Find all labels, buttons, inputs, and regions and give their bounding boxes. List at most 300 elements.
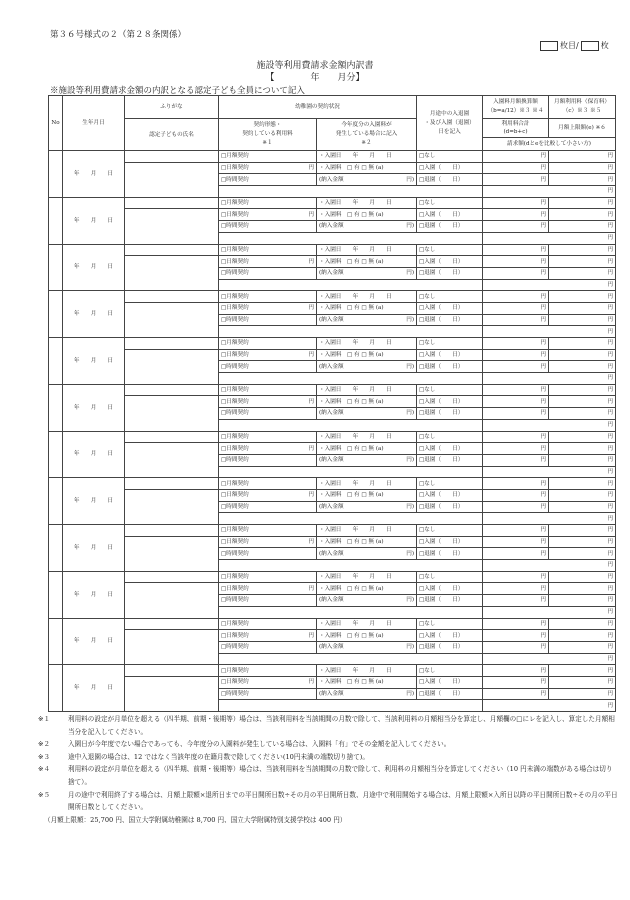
table-row [49,431,616,443]
contract-cell[interactable] [219,618,317,630]
contract-cell[interactable] [219,641,317,653]
contract-cell[interactable] [219,314,317,326]
blank-cell [219,373,483,385]
contract-cell[interactable] [219,349,317,361]
midway-cell[interactable] [417,151,483,163]
paid-amount: (納入金額 [319,503,344,510]
contract-cell[interactable] [219,454,317,466]
claim-amount-cell[interactable] [483,653,616,665]
amount-cell[interactable] [549,197,616,209]
note-key: ※１ [38,715,51,723]
table-row [49,536,616,548]
birth-date-cell[interactable] [63,478,125,525]
note-text: 入園日が今年度でない場合であっても、今年度分の入園料が発生している場合は、入園料「有」でその金額を記入してください。 [68,740,451,749]
claim-amount-cell[interactable] [483,466,616,478]
entry-cell[interactable] [317,536,417,548]
amount-cell[interactable] [549,630,616,642]
row-no [49,384,63,431]
yen-unit: 円 [540,539,547,546]
amount-cell[interactable] [483,525,549,537]
entry-fee: ・入園料 □ 有 □ 無 (a) [319,352,384,359]
midway-cell[interactable] [417,489,483,501]
daily-contract-checkbox: □日額契約 [221,165,249,172]
yen-unit: 円 [607,281,614,288]
amount-cell[interactable] [483,641,549,653]
entry-cell[interactable] [317,431,417,443]
amount-cell[interactable] [549,489,616,501]
midway-cell[interactable] [417,314,483,326]
contract-cell[interactable] [219,489,317,501]
midway-cell[interactable] [417,256,483,268]
entry-cell[interactable] [317,209,417,221]
entry-date: ・入園日 年 月 日 [319,527,392,534]
entry-cell[interactable] [317,256,417,268]
col-limit: 月額上限額(e) ※６ [549,119,616,138]
amount-cell[interactable] [549,256,616,268]
paid-yen: 円) [406,223,415,230]
midway-cell[interactable] [417,349,483,361]
midway-cell[interactable] [417,384,483,396]
amount-cell[interactable] [549,665,616,677]
note-text: 利用料の設定が月単位を超える（四半期、前期・後期等）場合は、当該利用料を当該期間の月数で除して、当該利用料の月額相当分を算定し、月額欄の□にレを記入し、算定した月額相当分を記入してください。 [68,715,615,736]
amount-cell[interactable] [483,361,549,373]
sheet-suffix-b: 枚 [600,41,609,50]
birth-date-cell[interactable] [63,571,125,618]
midway-cell[interactable] [417,454,483,466]
admission-checkbox: □入園（ 日） [419,585,464,592]
midway-cell[interactable] [417,478,483,490]
entry-cell[interactable] [317,618,417,630]
claim-amount-cell[interactable] [483,373,616,385]
birth-date-cell[interactable] [63,618,125,665]
claim-amount-cell[interactable] [483,232,616,244]
amount-cell[interactable] [483,630,549,642]
contract-cell[interactable] [219,338,317,350]
midway-cell[interactable] [417,431,483,443]
contract-cell[interactable] [219,384,317,396]
midway-cell[interactable] [417,501,483,513]
yen-unit: 円 [308,258,314,265]
amount-cell[interactable] [483,595,549,607]
entry-fee: ・入園料 □ 有 □ 無 (a) [319,632,384,639]
contract-cell[interactable] [219,174,317,186]
entry-cell[interactable] [317,151,417,163]
child-name-cell[interactable] [125,676,219,711]
contract-cell[interactable] [219,256,317,268]
amount-cell[interactable] [483,302,549,314]
amount-cell[interactable] [483,665,549,677]
yen-unit: 円 [607,597,614,604]
contract-cell[interactable] [219,583,317,595]
entry-cell[interactable] [317,361,417,373]
midway-cell[interactable] [417,162,483,174]
contract-cell[interactable] [219,676,317,688]
birth-date-cell[interactable] [63,525,125,572]
midway-cell[interactable] [417,267,483,279]
contract-cell[interactable] [219,291,317,303]
entry-cell[interactable] [317,478,417,490]
entry-cell[interactable] [317,244,417,256]
row-no [49,151,63,198]
claim-amount-cell[interactable] [483,279,616,291]
entry-cell[interactable] [317,338,417,350]
blank-cell [219,232,483,244]
entry-cell[interactable] [317,302,417,314]
furigana-cell[interactable] [125,244,219,256]
amount-cell[interactable] [483,571,549,583]
claim-amount-cell[interactable] [483,419,616,431]
sheet-total-box[interactable] [581,41,599,51]
contract-cell[interactable] [219,595,317,607]
child-name-cell[interactable] [125,209,219,244]
amount-cell[interactable] [483,209,549,221]
birth-date-cell[interactable] [63,665,125,712]
claim-amount-cell[interactable] [483,606,616,618]
amount-cell[interactable] [483,256,549,268]
table-row [49,256,616,268]
contract-cell[interactable] [219,197,317,209]
paid-amount: (納入金額 [319,644,344,651]
amount-cell[interactable] [483,174,549,186]
claim-amount-cell[interactable] [483,326,616,338]
midway-cell[interactable] [417,665,483,677]
birth-date-cell[interactable] [63,431,125,478]
yen-unit: 円 [607,153,614,160]
contract-cell[interactable] [219,244,317,256]
furigana-cell[interactable] [125,151,219,163]
child-name-cell[interactable] [125,302,219,337]
amount-cell[interactable] [549,291,616,303]
entry-cell[interactable] [317,641,417,653]
contract-cell[interactable] [219,267,317,279]
midway-cell[interactable] [417,676,483,688]
amount-cell[interactable] [483,536,549,548]
amount-cell[interactable] [483,478,549,490]
contract-cell[interactable] [219,408,317,420]
row-no [49,525,63,572]
midway-cell[interactable] [417,174,483,186]
amount-cell[interactable] [483,267,549,279]
monthly-contract-checkbox: □月額契約 [221,574,249,581]
contract-cell[interactable] [219,443,317,455]
amount-cell[interactable] [549,162,616,174]
contract-cell[interactable] [219,396,317,408]
entry-cell[interactable] [317,174,417,186]
child-name-cell[interactable] [125,630,219,665]
birth-date-cell[interactable] [63,291,125,338]
midway-cell[interactable] [417,408,483,420]
amount-cell[interactable] [483,151,549,163]
amount-cell[interactable] [549,209,616,221]
contract-cell[interactable] [219,571,317,583]
daily-contract-checkbox: □日額契約 [221,352,249,359]
amount-cell[interactable] [549,501,616,513]
entry-cell[interactable] [317,676,417,688]
entry-cell[interactable] [317,267,417,279]
entry-cell[interactable] [317,454,417,466]
amount-cell[interactable] [483,291,549,303]
claim-amount-cell[interactable] [483,560,616,572]
table-row [49,489,616,501]
amount-cell[interactable] [549,536,616,548]
midway-cell[interactable] [417,595,483,607]
amount-cell[interactable] [549,676,616,688]
contract-cell[interactable] [219,302,317,314]
yen-unit: 円 [607,165,614,172]
furigana-cell[interactable] [125,384,219,396]
entry-cell[interactable] [317,384,417,396]
contract-cell[interactable] [219,209,317,221]
amount-cell[interactable] [549,244,616,256]
paid-yen: 円) [406,690,415,697]
entry-cell[interactable] [317,595,417,607]
table-row [49,302,616,314]
yen-unit: 円 [607,352,614,359]
yen-unit: 円 [540,270,547,277]
claim-amount-cell[interactable] [483,513,616,525]
table-row [49,676,616,688]
amount-cell[interactable] [483,384,549,396]
yen-unit: 円 [540,597,547,604]
midway-cell[interactable] [417,641,483,653]
child-name-cell[interactable] [125,256,219,291]
monthly-contract-checkbox: □月額契約 [221,620,249,627]
amount-cell[interactable] [549,338,616,350]
contract-cell[interactable] [219,162,317,174]
yen-unit: 円 [540,305,547,312]
blank-cell [219,653,483,665]
entry-cell[interactable] [317,688,417,700]
entry-cell[interactable] [317,443,417,455]
amount-cell[interactable] [549,618,616,630]
midway-cell[interactable] [417,583,483,595]
yen-unit: 円 [607,609,614,616]
furigana-cell[interactable] [125,291,219,303]
child-name-cell[interactable] [125,396,219,431]
entry-cell[interactable] [317,630,417,642]
amount-cell[interactable] [483,548,549,560]
child-name-cell[interactable] [125,489,219,524]
amount-cell[interactable] [483,454,549,466]
contract-cell[interactable] [219,221,317,233]
yen-unit: 円 [540,153,547,160]
midway-cell[interactable] [417,209,483,221]
contract-cell[interactable] [219,431,317,443]
midway-cell[interactable] [417,221,483,233]
amount-cell[interactable] [549,302,616,314]
child-name-cell[interactable] [125,583,219,618]
entry-date: ・入園日 年 月 日 [319,387,392,394]
furigana-cell[interactable] [125,478,219,490]
amount-cell[interactable] [483,338,549,350]
contract-cell[interactable] [219,361,317,373]
amount-cell[interactable] [549,349,616,361]
contract-cell[interactable] [219,536,317,548]
amount-cell[interactable] [483,443,549,455]
amount-cell[interactable] [483,583,549,595]
claim-amount-cell[interactable] [483,186,616,198]
amount-cell[interactable] [549,431,616,443]
birth-date-cell[interactable] [63,151,125,198]
amount-cell[interactable] [549,267,616,279]
notes [38,713,618,826]
contract-cell[interactable] [219,525,317,537]
amount-cell[interactable] [549,688,616,700]
amount-cell[interactable] [483,396,549,408]
contract-cell[interactable] [219,501,317,513]
amount-cell[interactable] [483,408,549,420]
midway-cell[interactable] [417,338,483,350]
furigana-cell[interactable] [125,197,219,209]
amount-cell[interactable] [549,641,616,653]
hourly-contract-checkbox: □時間契約 [221,690,249,697]
amount-cell[interactable] [483,162,549,174]
entry-cell[interactable] [317,221,417,233]
birth-date-cell[interactable] [63,197,125,244]
midway-cell[interactable] [417,361,483,373]
yen-unit: 円 [540,165,547,172]
midway-cell[interactable] [417,525,483,537]
yen-unit: 円 [607,188,614,195]
entry-cell[interactable] [317,665,417,677]
none-checkbox: □なし [419,667,436,674]
withdrawal-checkbox: □退園（ 日） [419,503,464,510]
entry-cell[interactable] [317,314,417,326]
child-name-cell[interactable] [125,349,219,384]
yen-unit: 円 [308,211,314,218]
furigana-cell[interactable] [125,338,219,350]
yen-unit: 円 [607,527,614,534]
amount-cell[interactable] [549,478,616,490]
monthly-contract-checkbox: □月額契約 [221,387,249,394]
birth-date-cell[interactable] [63,384,125,431]
amount-cell[interactable] [483,688,549,700]
furigana-cell[interactable] [125,665,219,677]
amount-cell[interactable] [549,221,616,233]
amount-cell[interactable] [483,244,549,256]
midway-cell[interactable] [417,244,483,256]
amount-cell[interactable] [549,571,616,583]
daily-contract-checkbox: □日額契約 [221,398,249,405]
child-name-cell[interactable] [125,443,219,478]
sheet-number-box[interactable] [540,41,558,51]
midway-cell[interactable] [417,443,483,455]
contract-cell[interactable] [219,688,317,700]
birth-date-cell[interactable] [63,244,125,291]
midway-cell[interactable] [417,302,483,314]
yen-unit: 円 [607,176,614,183]
entry-cell[interactable] [317,349,417,361]
child-name-cell[interactable] [125,162,219,197]
midway-cell[interactable] [417,688,483,700]
midway-cell[interactable] [417,536,483,548]
amount-cell[interactable] [549,548,616,560]
amount-cell[interactable] [549,314,616,326]
yen-unit: 円 [540,644,547,651]
withdrawal-checkbox: □退園（ 日） [419,363,464,370]
entry-cell[interactable] [317,162,417,174]
amount-cell[interactable] [483,197,549,209]
entry-date: ・入園日 年 月 日 [319,293,392,300]
contract-cell[interactable] [219,548,317,560]
amount-cell[interactable] [549,396,616,408]
none-checkbox: □なし [419,200,436,207]
amount-cell[interactable] [549,361,616,373]
midway-cell[interactable] [417,571,483,583]
amount-cell[interactable] [483,676,549,688]
yen-unit: 円 [308,539,314,546]
furigana-cell[interactable] [125,571,219,583]
amount-cell[interactable] [549,525,616,537]
admission-checkbox: □入園（ 日） [419,679,464,686]
birth-date-cell[interactable] [63,338,125,385]
midway-cell[interactable] [417,197,483,209]
entry-cell[interactable] [317,396,417,408]
amount-cell[interactable] [549,408,616,420]
amount-cell[interactable] [549,454,616,466]
none-checkbox: □なし [419,433,436,440]
amount-cell[interactable] [483,221,549,233]
amount-cell[interactable] [483,618,549,630]
entry-cell[interactable] [317,197,417,209]
entry-cell[interactable] [317,501,417,513]
entry-cell[interactable] [317,571,417,583]
midway-cell[interactable] [417,548,483,560]
midway-cell[interactable] [417,291,483,303]
amount-cell[interactable] [549,595,616,607]
amount-cell[interactable] [549,151,616,163]
midway-cell[interactable] [417,630,483,642]
claim-amount-cell[interactable] [483,700,616,712]
entry-cell[interactable] [317,291,417,303]
entry-cell[interactable] [317,408,417,420]
midway-cell[interactable] [417,396,483,408]
entry-cell[interactable] [317,548,417,560]
hourly-contract-checkbox: □時間契約 [221,550,249,557]
furigana-cell[interactable] [125,431,219,443]
entry-cell[interactable] [317,525,417,537]
amount-cell[interactable] [483,501,549,513]
contract-cell[interactable] [219,665,317,677]
daily-contract-checkbox: □日額契約 [221,679,249,686]
contract-cell[interactable] [219,478,317,490]
contract-cell[interactable] [219,151,317,163]
amount-cell[interactable] [549,384,616,396]
yen-unit: 円 [540,223,547,230]
amount-cell[interactable] [483,314,549,326]
yen-unit: 円 [607,655,614,662]
row-no [49,291,63,338]
entry-cell[interactable] [317,583,417,595]
hourly-contract-checkbox: □時間契約 [221,410,249,417]
amount-cell[interactable] [549,174,616,186]
furigana-cell[interactable] [125,525,219,537]
entry-cell[interactable] [317,489,417,501]
amount-cell[interactable] [483,489,549,501]
amount-cell[interactable] [549,583,616,595]
contract-cell[interactable] [219,630,317,642]
midway-cell[interactable] [417,618,483,630]
yen-unit: 円 [540,585,547,592]
amount-cell[interactable] [483,431,549,443]
child-name-cell[interactable] [125,536,219,571]
col-total: 利用料合計 (d=b+c) [483,119,549,138]
col-midway: 月途中の入退園 ・及び入園（退園） 日を記入 [417,96,483,151]
amount-cell[interactable] [483,349,549,361]
amount-cell[interactable] [549,443,616,455]
entry-date: ・入園日 年 月 日 [319,246,392,253]
furigana-cell[interactable] [125,618,219,630]
